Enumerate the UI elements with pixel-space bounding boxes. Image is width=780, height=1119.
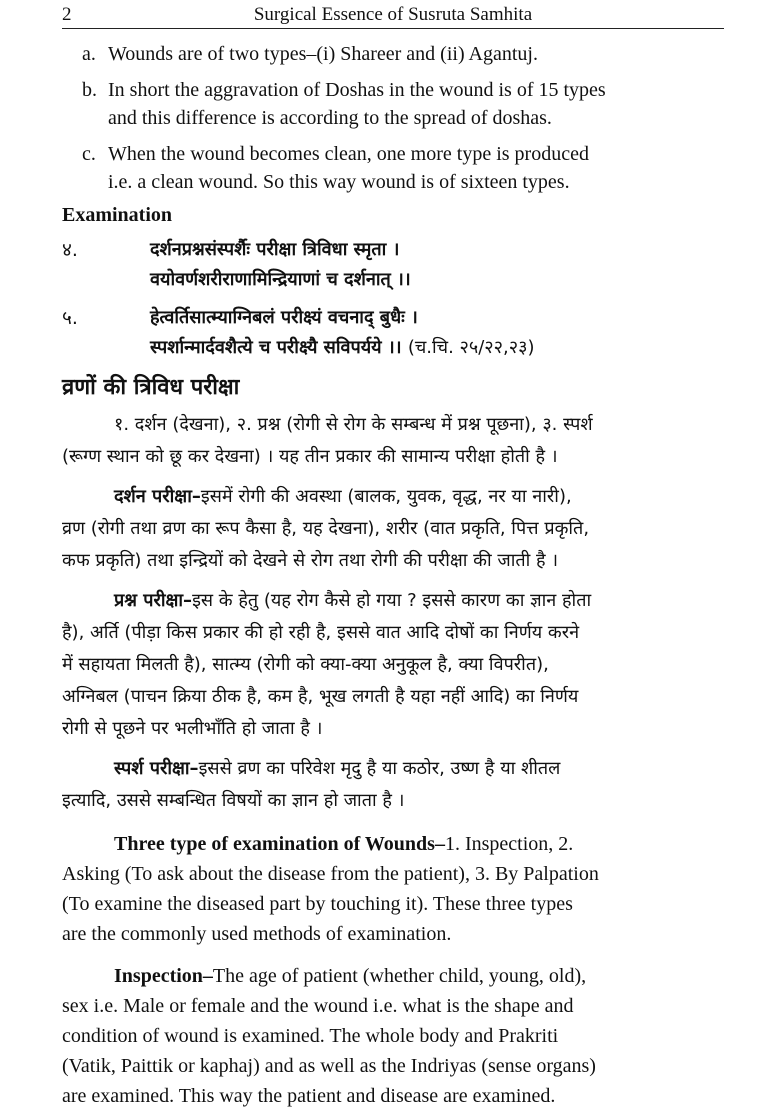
- list-marker: c.: [82, 143, 96, 165]
- text-line: Wounds are of two types–(i) Shareer and (ii) Agantuj.: [108, 43, 538, 65]
- hindi-paragraph: [62, 481, 724, 577]
- verse-4: [62, 235, 724, 295]
- list-marker: b.: [82, 79, 97, 101]
- paragraph-lead: दर्शन परीक्षा–: [114, 486, 201, 507]
- hindi-paragraph: [62, 585, 724, 745]
- text-line: sex i.e. Male or female and the wound i.e. what is the shape and: [62, 995, 574, 1017]
- text-line: में सहायता मिलती है), सात्म्य (रोगी को क्या-क्या अनुकूल है, क्या विपरीत),: [62, 654, 549, 675]
- verse-number: ४.: [62, 239, 78, 261]
- text-line: अग्निबल (पाचन क्रिया ठीक है, कम है, भूख लगती है यहा नहीं आदि) का निर्णय: [62, 686, 579, 707]
- list-item: [62, 76, 724, 132]
- text-line: कफ प्रकृति) तथा इन्द्रियों को देखने से रोग तथा रोगी की परीक्षा की जाती है ।: [62, 550, 559, 571]
- examination-heading: Examination: [62, 204, 173, 226]
- list-marker: a.: [82, 43, 96, 65]
- text-line: व्रण (रोगी तथा व्रण का रूप कैसा है, यह देखना), शरीर (वात प्रकृति, पित्त प्रकृति,: [62, 518, 590, 539]
- verse-line: वयोवर्णशरीराणामिन्द्रियाणां च दर्शनात् ।।: [150, 269, 411, 290]
- text-line: है), अर्ति (पीड़ा किस प्रकार की हो रही है, इससे वात आदि दोषों का निर्णय करने: [62, 622, 580, 643]
- text-line: When the wound becomes clean, one more type is produced: [108, 143, 589, 165]
- page-content: [62, 40, 724, 1119]
- text-line: इत्यादि, उससे सम्बन्धित विषयों का ज्ञान हो जाता है ।: [62, 790, 405, 811]
- text-line: (Vatik, Paittik or kaphaj) and as well as the Indriyas (sense organs): [62, 1055, 596, 1077]
- text-line: are examined. This way the patient and disease are examined.: [62, 1085, 556, 1107]
- text-line: इसमें रोगी की अवस्था (बालक, युवक, वृद्ध, नर या नारी),: [200, 486, 572, 507]
- text-line: In short the aggravation of Doshas in the wound is of 15 types: [108, 79, 606, 101]
- text-line: (To examine the diseased part by touching it). These three types: [62, 893, 573, 915]
- verse-number: ५.: [62, 307, 78, 329]
- book-title: Surgical Essence of Susruta Samhita: [253, 4, 533, 25]
- paragraph-lead: स्पर्श परीक्षा–: [114, 758, 199, 779]
- text-line: इस के हेतु (यह रोग कैसे हो गया ? इससे कारण का ज्ञान होता: [192, 590, 592, 611]
- text-line: १. दर्शन (देखना), २. प्रश्न (रोगी से रोग के सम्बन्ध में प्रश्न पूछना), ३. स्पर्श: [114, 414, 593, 435]
- text-line: इससे व्रण का परिवेश मृदु है या कठोर, उष्ण है या शीतल: [198, 758, 561, 779]
- paragraph-lead: Inspection–: [114, 965, 213, 987]
- paragraph-lead: प्रश्न परीक्षा–: [114, 590, 193, 611]
- verse-line: हेत्वर्तिसात्म्याग्निबलं परीक्ष्यं वचनाद् बुधैः ।: [150, 307, 418, 328]
- paragraph-lead: Three type of examination of Wounds–: [114, 833, 445, 855]
- wound-types-list: [62, 40, 724, 196]
- text-line: रोगी से पूछने पर भलीभाँति हो जाता है ।: [62, 718, 323, 739]
- english-paragraph: [62, 961, 724, 1111]
- text-line: and this difference is according to the spread of doshas.: [108, 107, 552, 129]
- text-line: 1. Inspection, 2.: [444, 833, 574, 855]
- page-number: 2: [62, 4, 72, 25]
- verse-reference: (च.चि. २५/२२,२३): [407, 337, 535, 358]
- hindi-heading: व्रणों की त्रिविध परीक्षा: [62, 375, 240, 400]
- list-item: [62, 140, 724, 196]
- verse-line: दर्शनप्रश्नसंस्पर्शैः परीक्षा त्रिविधा स्मृता ।: [150, 239, 400, 260]
- text-line: condition of wound is examined. The whole body and Prakriti: [62, 1025, 559, 1047]
- running-header: [62, 2, 724, 29]
- text-line: (रूग्ण स्थान को छू कर देखना) । यह तीन प्रकार की सामान्य परीक्षा होती है ।: [62, 446, 558, 467]
- text-line: are the commonly used methods of examination.: [62, 923, 452, 945]
- hindi-paragraph: [62, 753, 724, 817]
- text-line: i.e. a clean wound. So this way wound is of sixteen types.: [108, 171, 570, 193]
- verse-5: [62, 303, 724, 363]
- list-item: [62, 40, 724, 68]
- english-paragraph: [62, 829, 724, 949]
- hindi-paragraph: [62, 409, 724, 473]
- text-line: The age of patient (whether child, young, old),: [212, 965, 587, 987]
- verse-line: स्पर्शान्मार्दवशैत्ये च परीक्ष्यै सविपर्यये ।।: [150, 337, 402, 358]
- text-line: Asking (To ask about the disease from the patient), 3. By Palpation: [62, 863, 599, 885]
